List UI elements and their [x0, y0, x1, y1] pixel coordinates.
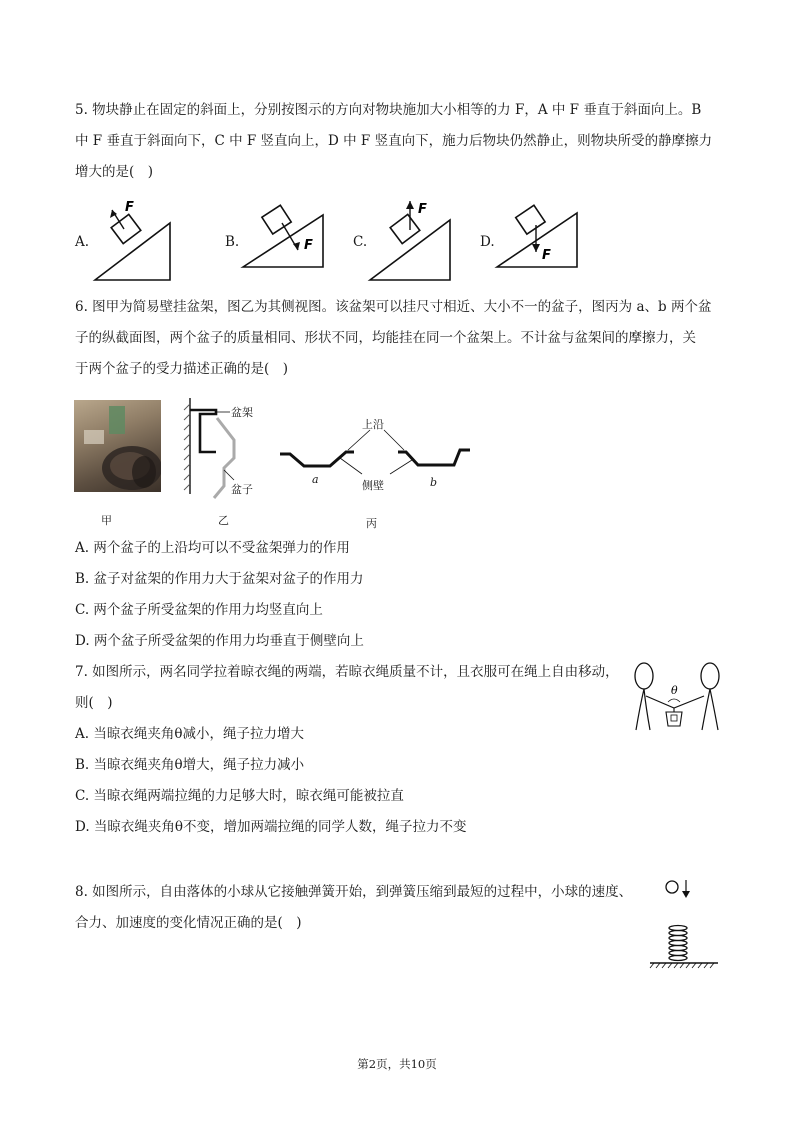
- q7-option-b: B. 当晾衣绳夹角θ增大，绳子拉力减小: [75, 757, 305, 773]
- q5-line-1: 5. 物块静止在固定的斜面上，分别按图示的方向对物块施加大小相等的力 F，A 中 F 垂直于斜面向上。B: [75, 102, 702, 118]
- q5-line-2: 中 F 垂直于斜面向下，C 中 F 竖直向上，D 中 F 竖直向下，施力后物块仍然静止，则物块所受的静摩擦力: [75, 133, 713, 149]
- figure-jia-caption: 甲: [101, 514, 112, 527]
- q5-figure-b: [238, 195, 338, 287]
- figure-yi-caption: 乙: [218, 514, 229, 527]
- q7-option-a: A. 当晾衣绳夹角θ减小，绳子拉力增大: [75, 726, 304, 742]
- q5-option-c-label: C.: [353, 234, 368, 250]
- label-penzi: 盆子: [231, 483, 253, 496]
- q7-option-c: C. 当晾衣绳两端拉绳的力足够大时，晾衣绳可能被拉直: [75, 788, 404, 804]
- q8-line-2: 合力、加速度的变化情况正确的是( ): [75, 915, 302, 931]
- clothesline-figure: [630, 656, 722, 734]
- q6-option-c: C. 两个盆子所受盆架的作用力均竖直向上: [75, 602, 323, 618]
- q5-figure-a: [90, 195, 190, 287]
- figure-bing-caption: 丙: [366, 517, 377, 530]
- q7-line-2: 则( ): [75, 695, 113, 711]
- label-penjia: 盆架: [231, 406, 253, 419]
- q8-line-1: 8. 如图所示，自由落体的小球从它接触弹簧开始，到弹簧压缩到最短的过程中，小球的速度、: [75, 884, 633, 900]
- page-footer: 第2页，共10页: [357, 1057, 437, 1071]
- q7-line-1: 7. 如图所示，两名同学拉着晾衣绳的两端，若晾衣绳质量不计，且衣服可在绳上自由移动，: [75, 664, 619, 680]
- q7-option-d: D. 当晾衣绳夹角θ不变，增加两端拉绳的同学人数，绳子拉力不变: [75, 819, 467, 835]
- theta-label: θ: [671, 684, 678, 697]
- q6-line-1: 6. 图甲为简易壁挂盆架，图乙为其侧视图。该盆架可以挂尺寸相近、大小不一的盆子，图丙为 a、b 两个盆: [75, 299, 712, 315]
- label-cebi: 侧壁: [362, 479, 384, 492]
- q5-figure-d: [492, 195, 592, 287]
- q5-line-3: 增大的是( ): [75, 164, 154, 180]
- wall-rack-photo: [74, 400, 161, 492]
- q5-option-b-label: B.: [225, 234, 240, 250]
- q6-option-d: D. 两个盆子所受盆架的作用力均垂直于侧壁向上: [75, 633, 364, 649]
- rack-side-view: [180, 396, 270, 506]
- q5-option-d-label: D.: [480, 234, 495, 250]
- q6-line-2: 子的纵截面图，两个盆子的质量相同、形状不同，均能挂在同一个盆架上。不计盆与盆架间的摩擦力，关: [75, 330, 696, 346]
- q5-figure-c: [365, 195, 465, 287]
- q6-option-b: B. 盆子对盆架的作用力大于盆架对盆子的作用力: [75, 571, 364, 587]
- q5-option-a-label: A.: [75, 234, 90, 250]
- q5-c-force-label: F: [418, 202, 427, 217]
- q6-option-a: A. 两个盆子的上沿均可以不受盆架弹力的作用: [75, 540, 350, 556]
- q5-a-force-label: F: [125, 200, 134, 215]
- label-basin-a: a: [312, 473, 319, 486]
- spring-ball-figure: [648, 878, 720, 970]
- q6-line-3: 于两个盆子的受力描述正确的是( ): [75, 361, 289, 377]
- q5-b-force-label: F: [304, 238, 313, 253]
- label-basin-b: b: [430, 476, 438, 489]
- label-shangyan: 上沿: [362, 418, 384, 431]
- q5-d-force-label: F: [542, 248, 551, 263]
